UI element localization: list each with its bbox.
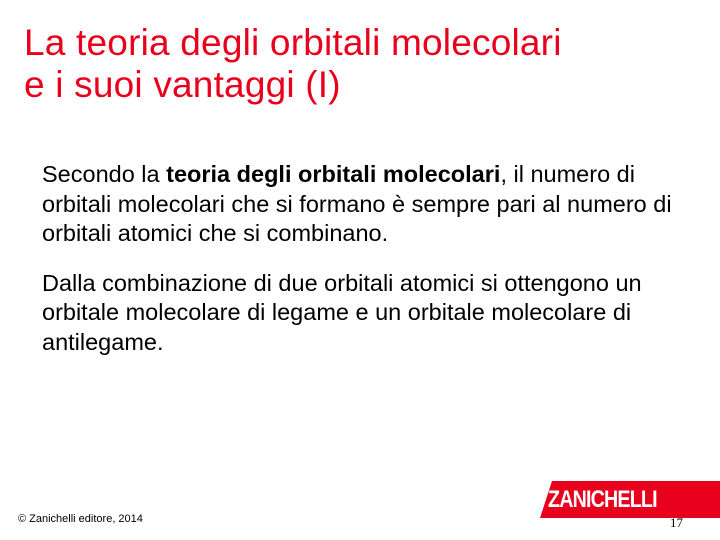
paragraph-1-text-start: Secondo la — [42, 161, 167, 187]
slide-title-line-1: La teoria degli orbitali molecolari — [24, 22, 562, 63]
publisher-logo — [540, 481, 720, 518]
slide-title — [24, 22, 704, 106]
slide-title-line-2: e i suoi vantaggi (I) — [24, 64, 341, 105]
paragraph-1 — [42, 160, 682, 249]
paragraph-2: Dalla combinazione di due orbitali atomici si ottengono un orbitale molecolare di legame e un orbitale molecolare di antilegame. — [42, 269, 642, 355]
copyright-notice: © Zanichelli editore, 2014 — [18, 513, 143, 525]
paragraph-1-bold-term: teoria degli orbitali molecolari — [166, 161, 501, 187]
logo-text: ZANICHELLI — [548, 486, 657, 513]
slide-body — [42, 160, 682, 357]
paragraph-1-text-end: , il numero di orbitali molecolari che si formano è sempre pari al numero di orbitali atomici che si combinano. — [42, 161, 672, 246]
page-number: 17 — [670, 515, 683, 530]
